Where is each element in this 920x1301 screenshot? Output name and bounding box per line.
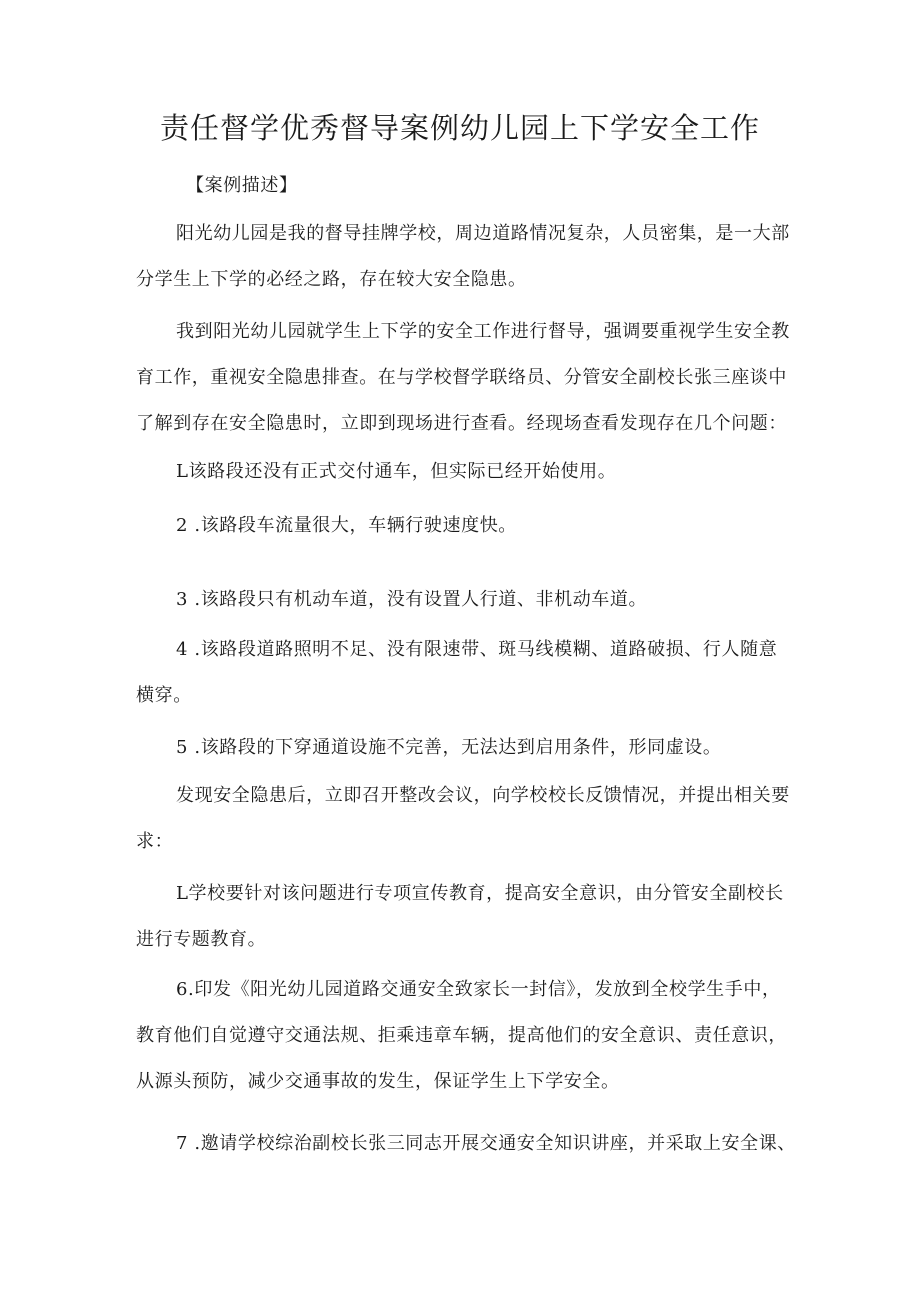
paragraph-line: 分学生上下学的必经之路，存在较大安全隐患。 — [136, 269, 527, 290]
paragraph-line: 阳光幼儿园是我的督导挂牌学校，周边道路情况复杂，人员密集，是一大部 — [176, 223, 790, 244]
list-item: 7 .邀请学校综治副校长张三同志开展交通安全知识讲座，并采取上安全课、 — [176, 1133, 796, 1154]
list-item: 2 .该路段车流量很大，车辆行驶速度快。 — [176, 515, 517, 536]
paragraph-line: 育工作，重视安全隐患排查。在与学校督学联络员、分管安全副校长张三座谈中 — [136, 367, 787, 388]
list-item: 3 .该路段只有机动车道，没有设置人行道、非机动车道。 — [176, 589, 648, 610]
list-item: L学校要针对该问题进行专项宣传教育，提高安全意识，由分管安全副校长 — [176, 883, 784, 904]
list-item: L该路段还没有正式交付通车，但实际已经开始使用。 — [176, 461, 617, 482]
list-item: 6.印发《阳光幼儿园道路交通安全致家长一封信》，发放到全校学生手中， — [176, 979, 781, 1000]
list-item-continuation: 从源头预防，减少交通事故的发生，保证学生上下学安全。 — [136, 1071, 620, 1092]
section-heading: 【案例描述】 — [186, 175, 298, 196]
list-item: 5 .该路段的下穿通道设施不完善，无法达到启用条件，形同虚设。 — [176, 737, 722, 758]
paragraph-line: 我到阳光幼儿园就学生上下学的安全工作进行督导，强调要重视学生安全教 — [176, 321, 790, 342]
list-item-continuation: 横穿。 — [136, 685, 192, 706]
paragraph-line: 了解到存在安全隐患时，立即到现场进行查看。经现场查看发现存在几个问题： — [136, 413, 787, 434]
document-title: 责任督学优秀督导案例幼儿园上下学安全工作 — [159, 111, 760, 145]
list-item-continuation: 进行专题教育。 — [136, 929, 267, 950]
list-item: 4 .该路段道路照明不足、没有限速带、斑马线模糊、道路破损、行人随意 — [176, 639, 778, 660]
paragraph-line: 发现安全隐患后，立即召开整改会议，向学校校长反馈情况，并提出相关要 — [176, 785, 790, 806]
list-item-continuation: 教育他们自觉遵守交通法规、拒乘违章车辆，提高他们的安全意识、责任意识， — [136, 1025, 787, 1046]
paragraph-line: 求： — [136, 831, 174, 852]
